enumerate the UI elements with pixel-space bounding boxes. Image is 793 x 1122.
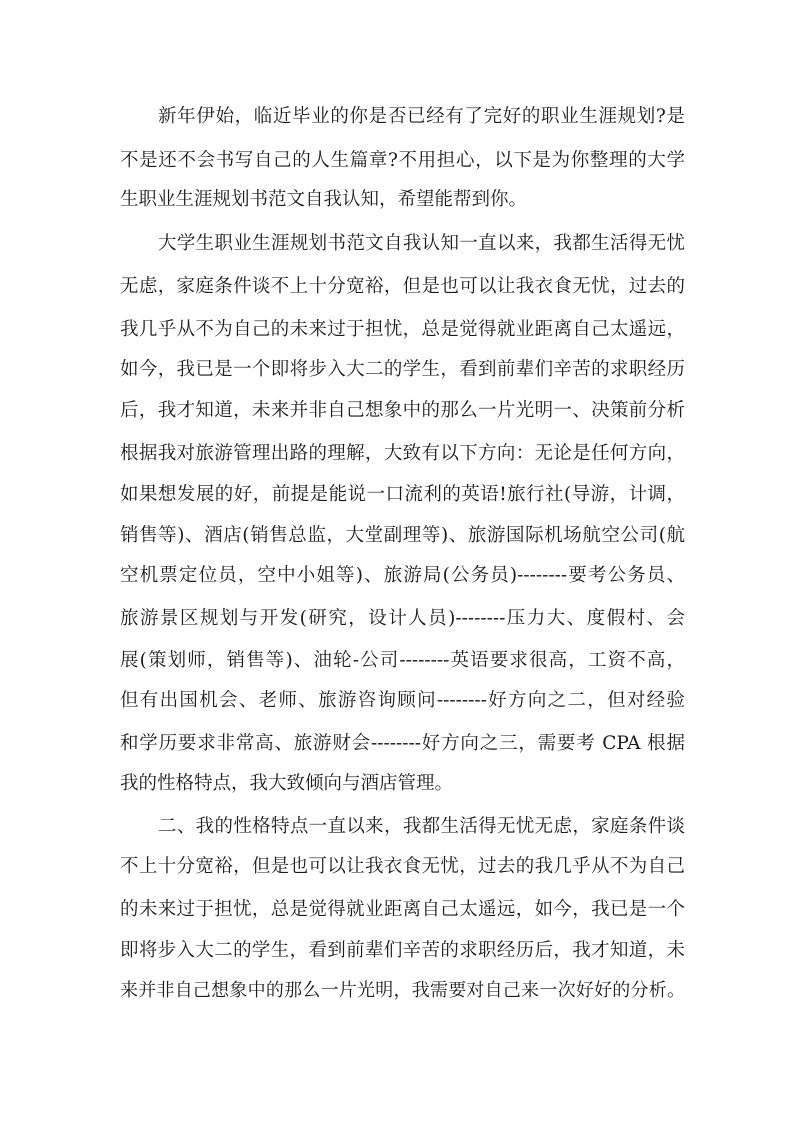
- text-line: 来并非自己想象中的那么一片光明，我需要对自己来一次好好的分析。: [120, 980, 685, 1001]
- text-line: 销售等)、酒店(销售总监，大堂副理等)、旅游国际机场航空公司(航: [120, 525, 685, 546]
- text-line: 大学生职业生涯规划书范文自我认知一直以来，我都生活得无忧: [158, 233, 685, 254]
- text-line: 我的性格特点，我大致倾向与酒店管理。: [120, 773, 454, 794]
- text-line: 的未来过于担忧，总是觉得就业距离自己太遥远，如今，我已是一个: [120, 899, 685, 920]
- text-line: 无虑，家庭条件谈不上十分宽裕，但是也可以让我衣食无忧，过去的: [120, 276, 685, 297]
- text-line: 根据我对旅游管理出路的理解，大致有以下方向：无论是任何方向，: [120, 443, 685, 464]
- text-line: 即将步入大二的学生，看到前辈们辛苦的求职经历后，我才知道，未: [120, 940, 685, 961]
- text-line: 二、我的性格特点一直以来，我都生活得无忧无虑，家庭条件谈: [158, 816, 685, 837]
- text-line: 如今，我已是一个即将步入大二的学生，看到前辈们辛苦的求职经历: [120, 359, 685, 380]
- text-line: 展(策划师，销售等)、油轮-公司--------英语要求很高，工资不高，: [120, 650, 685, 671]
- text-line: 后，我才知道，未来并非自己想象中的那么一片光明一、决策前分析: [120, 400, 685, 421]
- text-line: 和学历要求非常高、旅游财会--------好方向之三，需要考 CPA 根据: [120, 733, 685, 754]
- text-line: 旅游景区规划与开发(研究，设计人员)--------压力大、度假村、会: [120, 608, 685, 629]
- text-line: 我几乎从不为自己的未来过于担忧，总是觉得就业距离自己太遥远，: [120, 319, 685, 340]
- text-line: 生职业生涯规划书范文自我认知，希望能帮到你。: [120, 189, 528, 210]
- text-line: 如果想发展的好，前提是能说一口流利的英语!旅行社(导游，计调，: [120, 484, 685, 505]
- text-line: 不上十分宽裕，但是也可以让我衣食无忧，过去的我几乎从不为自己: [120, 856, 685, 877]
- text-line: 但有出国机会、老师、旅游咨询顾问--------好方向之二，但对经验: [120, 690, 685, 711]
- text-line: 不是还不会书写自己的人生篇章?不用担心，以下是为你整理的大学: [120, 150, 685, 171]
- text-line: 空机票定位员，空中小姐等)、旅游局(公务员)--------要考公务员、: [120, 565, 685, 586]
- text-line: 新年伊始，临近毕业的你是否已经有了完好的职业生涯规划?是: [158, 106, 685, 127]
